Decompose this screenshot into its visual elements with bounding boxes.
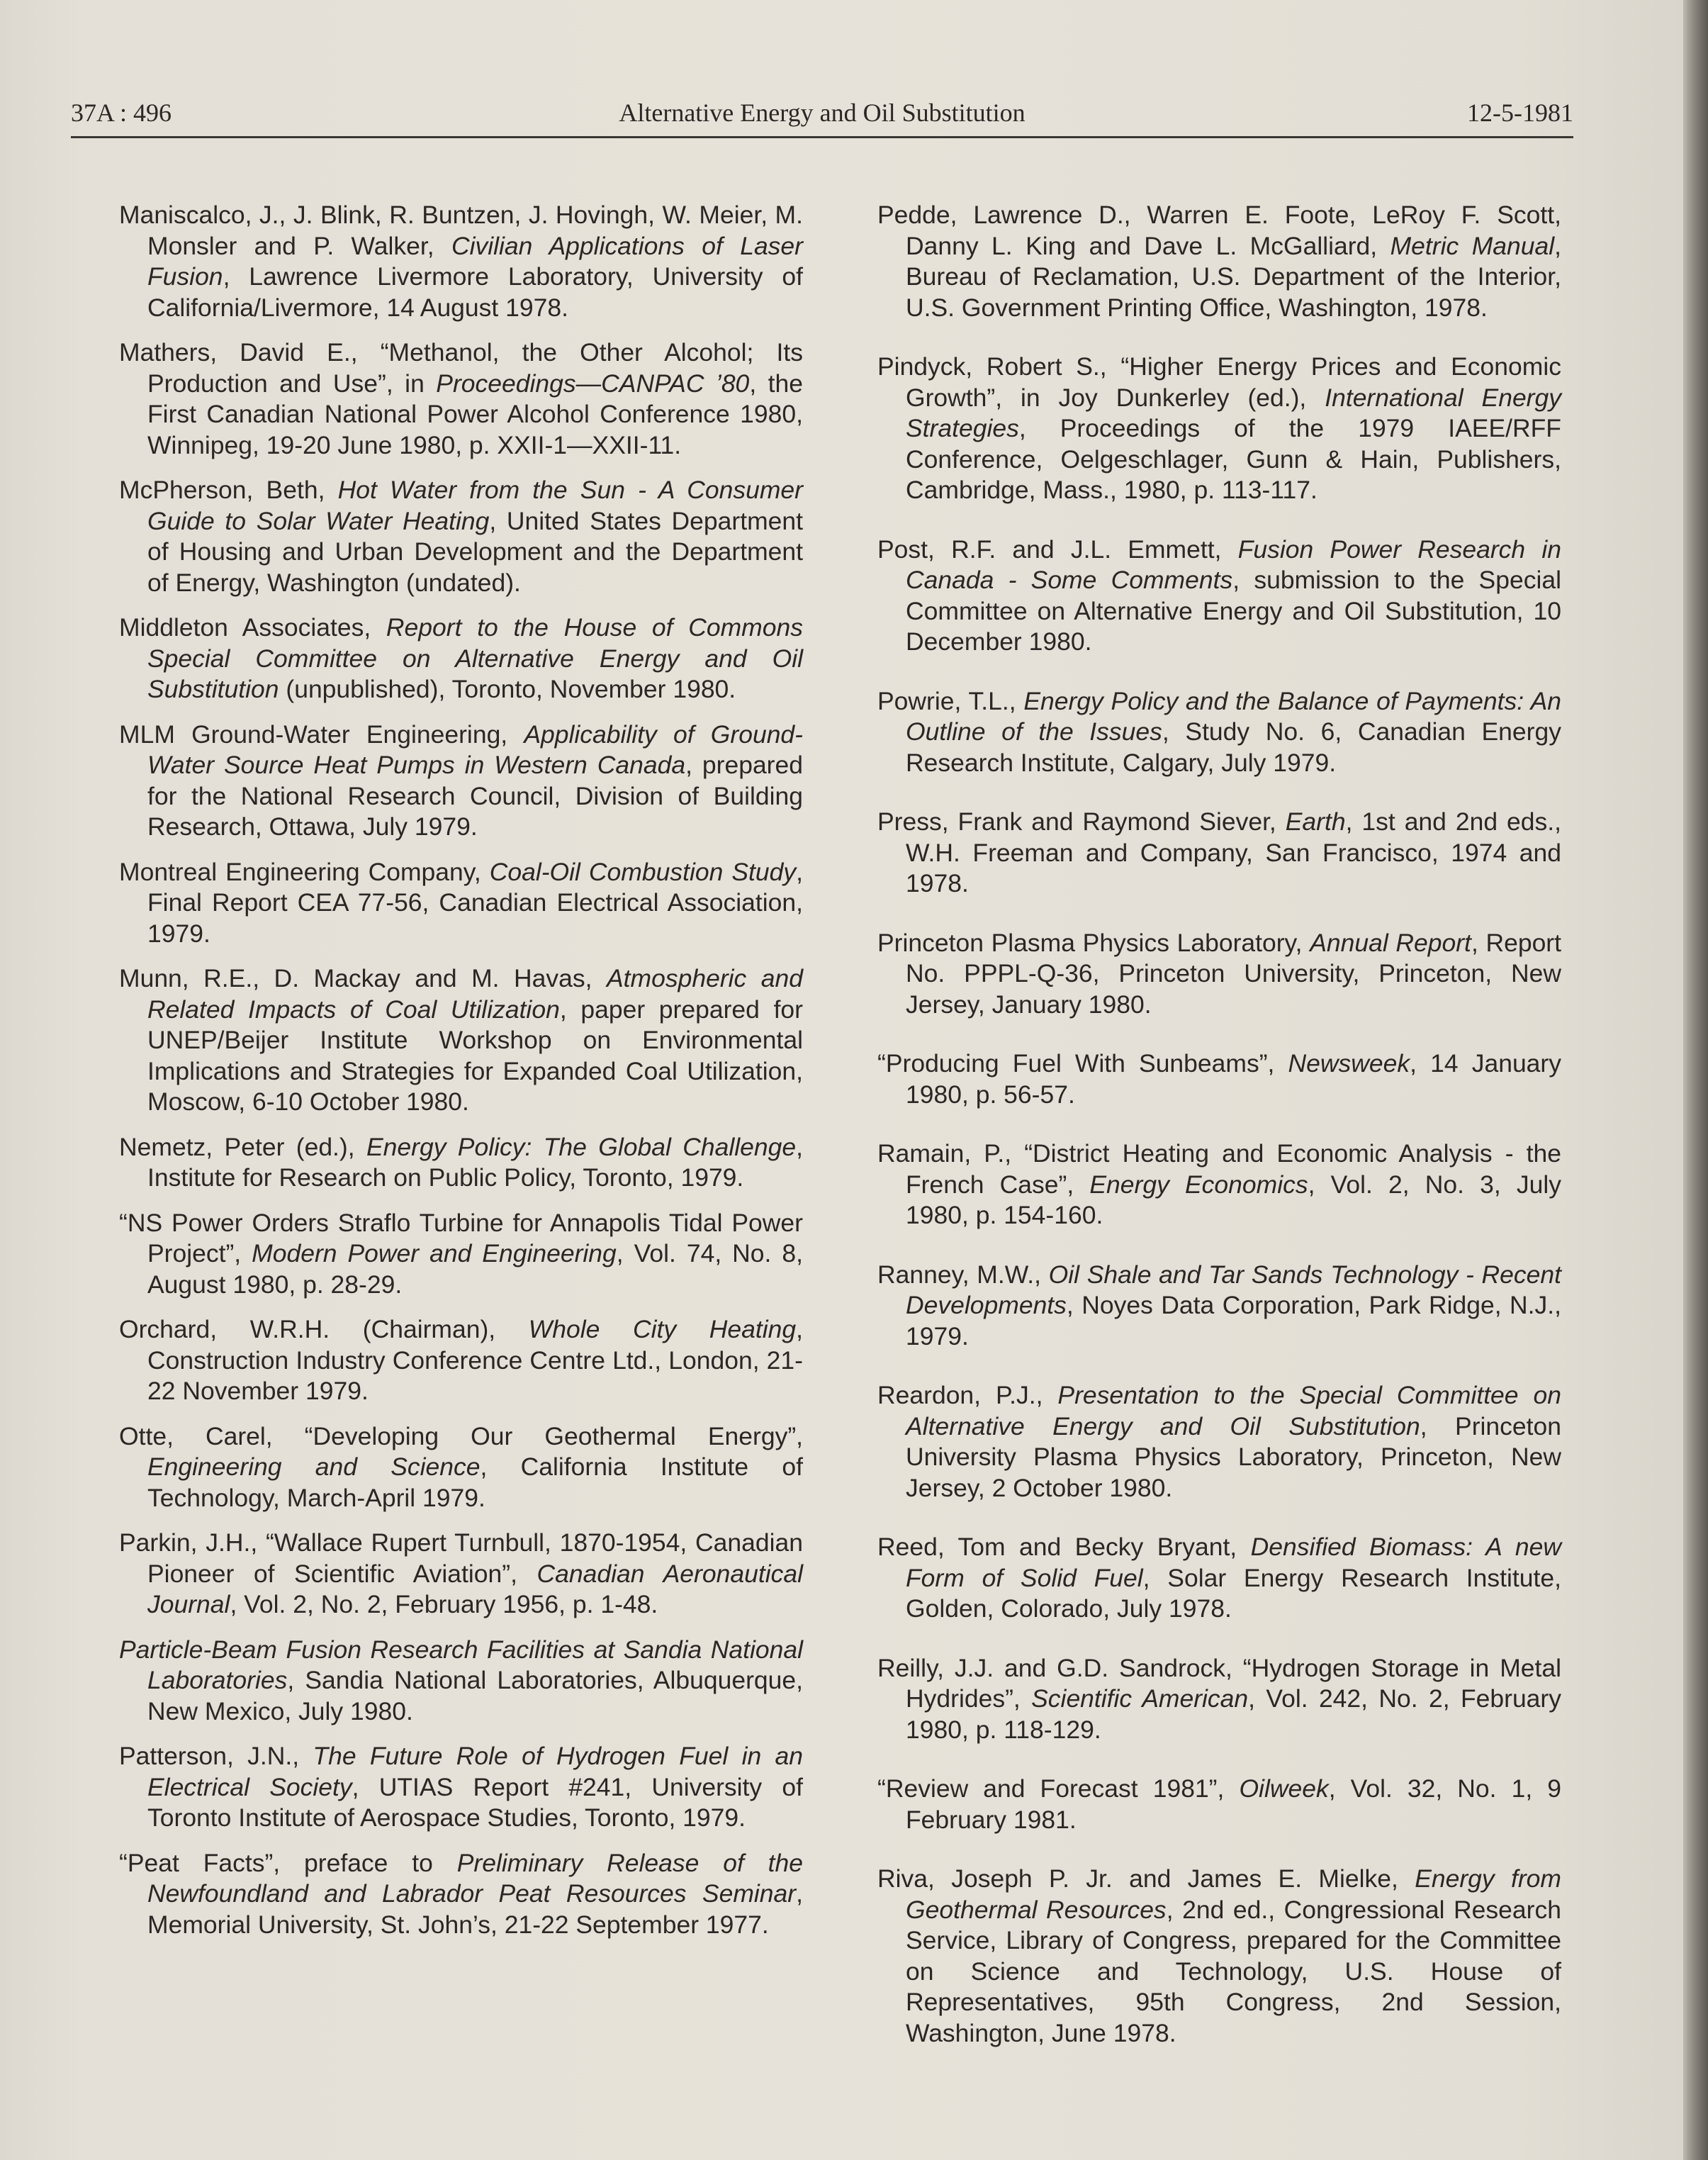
reference-entry bbox=[119, 337, 803, 461]
reference-text: Patterson, J.N., bbox=[119, 1742, 313, 1770]
reference-title: Proceedings—CANPAC ’80 bbox=[436, 369, 750, 398]
reference-details: , 2nd ed., Congressional Research Service, Library of Congress, prepared for the Committee on Science and Technology, U.S. House of Representatives, 95th Congress, 2nd Session, Washington, June 1978. bbox=[906, 1895, 1561, 2047]
left-column bbox=[119, 200, 803, 1954]
reference-details: , Bureau of Reclamation, U.S. Department of the Interior, U.S. Government Printing Office, Washington, 1978. bbox=[906, 231, 1561, 322]
reference-text: Middleton Associates, bbox=[119, 613, 386, 642]
reference-title: Scientific American bbox=[1031, 1684, 1249, 1713]
running-title: Alternative Energy and Oil Substitution bbox=[619, 99, 1026, 127]
reference-text: “Review and Forecast 1981”, bbox=[877, 1774, 1240, 1803]
reference-text: “Peat Facts”, preface to bbox=[119, 1848, 457, 1877]
reference-title: Densified Biomass: A new Form of Solid Fuel bbox=[906, 1533, 1561, 1592]
reference-text: Montreal Engineering Company, bbox=[119, 857, 490, 886]
reference-entry bbox=[877, 1864, 1561, 2049]
reference-details: , prepared for the National Research Council, Division of Building Research, Ottawa, July 1979. bbox=[147, 751, 803, 841]
reference-title: Fusion Power Research in Canada - Some Comments bbox=[906, 535, 1561, 594]
reference-title: Civilian Applications of Laser Fusion bbox=[147, 231, 803, 291]
page-edge bbox=[1683, 0, 1708, 2160]
reference-text: Post, R.F. and J.L. Emmett, bbox=[877, 535, 1238, 564]
reference-text: Reed, Tom and Becky Bryant, bbox=[877, 1533, 1251, 1561]
reference-details: , Study No. 6, Canadian Energy Research Institute, Calgary, July 1979. bbox=[906, 717, 1561, 777]
reference-details: , United States Department of Housing and Urban Development and the Department of Energy, Washington (undated). bbox=[147, 506, 804, 597]
reference-entry bbox=[877, 535, 1561, 658]
reference-title: International Energy Strategies bbox=[906, 383, 1561, 442]
reference-text: Munn, R.E., D. Mackay and M. Havas, bbox=[119, 964, 607, 992]
reference-details: , Final Report CEA 77-56, Canadian Electrical Association, 1979. bbox=[147, 857, 803, 948]
reference-entry bbox=[877, 352, 1561, 506]
reference-details: , Report No. PPPL-Q-36, Princeton University, Princeton, New Jersey, January 1980. bbox=[906, 928, 1561, 1019]
reference-title: The Future Role of Hydrogen Fuel in an Electrical Society bbox=[147, 1742, 803, 1801]
reference-details: , paper prepared for UNEP/Beijer Institute Workshop on Environmental Implications and Strategies for Expanded Coal Utilization, Moscow, 6-10 October 1980. bbox=[147, 995, 803, 1116]
reference-details: , Vol. 2, No. 2, February 1956, p. 1-48. bbox=[230, 1590, 658, 1618]
reference-text: Princeton Plasma Physics Laboratory, bbox=[877, 928, 1310, 957]
reference-details: , Vol. 74, No. 8, August 1980, p. 28-29. bbox=[147, 1239, 803, 1299]
reference-entry bbox=[119, 1528, 803, 1621]
reference-entry bbox=[119, 857, 803, 950]
reference-text: Maniscalco, J., J. Blink, R. Buntzen, J. Hovingh, W. Meier, M. Monsler and P. Walker, bbox=[119, 201, 803, 260]
reference-entry bbox=[877, 807, 1561, 900]
reference-entry bbox=[877, 200, 1561, 323]
reference-details: , Vol. 32, No. 1, 9 February 1981. bbox=[906, 1774, 1561, 1834]
reference-title: Particle-Beam Fusion Research Facilities at Sandia National Laboratories bbox=[119, 1635, 803, 1694]
reference-entry bbox=[877, 1048, 1561, 1110]
reference-text: Ranney, M.W., bbox=[877, 1260, 1049, 1289]
reference-details: , Lawrence Livermore Laboratory, University of California/Livermore, 14 August 1978. bbox=[147, 262, 803, 322]
reference-text: Riva, Joseph P. Jr. and James E. Mielke, bbox=[877, 1864, 1415, 1893]
reference-entry bbox=[877, 928, 1561, 1021]
reference-text: Nemetz, Peter (ed.), bbox=[119, 1132, 366, 1161]
reference-title: Canadian Aeronautical Journal bbox=[147, 1559, 803, 1618]
reference-entry bbox=[877, 1532, 1561, 1625]
reference-details: , UTIAS Report #241, University of Toronto Institute of Aerospace Studies, Toronto, 1979. bbox=[147, 1772, 803, 1832]
reference-entry bbox=[877, 1774, 1561, 1835]
reference-title: Applicability of Ground-Water Source Heat Pumps in Western Canada bbox=[147, 720, 803, 779]
reference-entry bbox=[877, 1260, 1561, 1353]
reference-details: , Vol. 242, No. 2, February 1980, p. 118-129. bbox=[906, 1684, 1561, 1744]
reference-title: Engineering and Science bbox=[147, 1453, 481, 1481]
reference-title: Atmospheric and Related Impacts of Coal Utilization bbox=[147, 964, 804, 1024]
reference-entry bbox=[119, 1421, 803, 1514]
reference-details: , Noyes Data Corporation, Park Ridge, N.J., 1979. bbox=[906, 1291, 1561, 1350]
reference-text: Orchard, W.R.H. (Chairman), bbox=[119, 1315, 529, 1343]
reference-title: Energy Economics bbox=[1089, 1170, 1308, 1199]
reference-text: Mathers, David E., “Methanol, the Other Alcohol; Its Production and Use”, in bbox=[119, 338, 803, 398]
reference-details: , Vol. 2, No. 3, July 1980, p. 154-160. bbox=[906, 1170, 1561, 1229]
reference-details: , 14 January 1980, p. 56-57. bbox=[906, 1049, 1562, 1109]
reference-details: , Princeton University Plasma Physics Laboratory, Princeton, New Jersey, 2 October 1980. bbox=[906, 1411, 1561, 1502]
reference-details: , Sandia National Laboratories, Albuquerque, New Mexico, July 1980. bbox=[147, 1666, 803, 1725]
reference-entry bbox=[877, 1653, 1561, 1746]
reference-entry bbox=[119, 200, 803, 323]
reference-details: , Proceedings of the 1979 IAEE/RFF Conference, Oelgeschlager, Gunn & Hain, Publishers, Cambridge, Mass., 1980, p. 113-117. bbox=[906, 414, 1561, 504]
reference-details: , Construction Industry Conference Centre Ltd., London, 21-22 November 1979. bbox=[147, 1315, 803, 1405]
reference-entry bbox=[119, 612, 803, 705]
right-column bbox=[877, 200, 1561, 2077]
page-number: 37A : 496 bbox=[71, 99, 172, 127]
reference-details: (unpublished), Toronto, November 1980. bbox=[279, 675, 736, 703]
reference-entry bbox=[877, 1380, 1561, 1504]
reference-text: “Producing Fuel With Sunbeams”, bbox=[877, 1049, 1288, 1078]
reference-details: , Solar Energy Research Institute, Golden, Colorado, July 1978. bbox=[906, 1563, 1561, 1623]
reference-details: , 1st and 2nd eds., W.H. Freeman and Company, San Francisco, 1974 and 1978. bbox=[906, 807, 1561, 897]
reference-details: , submission to the Special Committee on Alternative Energy and Oil Substitution, 10 December 1980. bbox=[906, 566, 1561, 656]
reference-entry bbox=[119, 720, 803, 843]
header-date: 12-5-1981 bbox=[1467, 99, 1573, 127]
reference-title: Metric Manual bbox=[1390, 231, 1555, 260]
reference-entry bbox=[119, 963, 803, 1118]
reference-text: Powrie, T.L., bbox=[877, 686, 1024, 715]
reference-details: , Memorial University, St. John’s, 21-22 September 1977. bbox=[147, 1879, 803, 1939]
reference-title: Energy Policy: The Global Challenge bbox=[366, 1132, 797, 1161]
reference-title: Whole City Heating bbox=[528, 1315, 797, 1343]
reference-title: Oilweek bbox=[1239, 1774, 1329, 1803]
reference-title: Hot Water from the Sun - A Consumer Guide to Solar Water Heating bbox=[147, 476, 803, 535]
header-rule bbox=[71, 136, 1573, 138]
reference-title: Report to the House of Commons Special Committee on Alternative Energy and Oil Substitution bbox=[147, 613, 803, 703]
reference-details: , the First Canadian National Power Alcohol Conference 1980, Winnipeg, 19-20 June 1980, p. XXII-1—XXII-11. bbox=[147, 369, 803, 459]
reference-details: , Institute for Research on Public Policy, Toronto, 1979. bbox=[147, 1132, 803, 1192]
reference-text: Press, Frank and Raymond Siever, bbox=[877, 807, 1286, 836]
reference-entry bbox=[119, 1635, 803, 1728]
reference-title: Energy Policy and the Balance of Payments: An Outline of the Issues bbox=[906, 686, 1561, 746]
reference-entry bbox=[877, 686, 1561, 779]
reference-text: Pedde, Lawrence D., Warren E. Foote, LeRoy F. Scott, Danny L. King and Dave L. McGalliard, bbox=[877, 201, 1561, 260]
reference-text: Ramain, P., “District Heating and Economic Analysis - the French Case”, bbox=[877, 1139, 1561, 1199]
reference-text: Parkin, J.H., “Wallace Rupert Turnbull, 1870-1954, Canadian Pioneer of Scientific Aviation”, bbox=[119, 1528, 803, 1588]
reference-text: “NS Power Orders Straflo Turbine for Annapolis Tidal Power Project”, bbox=[119, 1208, 803, 1268]
reference-text: Reardon, P.J., bbox=[877, 1381, 1058, 1409]
reference-entry bbox=[119, 1314, 803, 1407]
reference-entry bbox=[119, 1848, 803, 1941]
reference-text: Pindyck, Robert S., “Higher Energy Prices and Economic Growth”, in Joy Dunkerley (ed.), bbox=[877, 352, 1561, 412]
reference-entry bbox=[119, 475, 803, 598]
reference-title: Preliminary Release of the Newfoundland and Labrador Peat Resources Seminar bbox=[147, 1848, 804, 1908]
reference-title: Energy from Geothermal Resources bbox=[906, 1864, 1561, 1924]
reference-text: Otte, Carel, “Developing Our Geothermal Energy”, bbox=[119, 1421, 803, 1450]
reference-text: MLM Ground-Water Engineering, bbox=[119, 720, 524, 749]
reference-entry bbox=[119, 1132, 803, 1194]
reference-title: Annual Report bbox=[1310, 928, 1471, 957]
reference-title: Presentation to the Special Committee on Alternative Energy and Oil Substitution bbox=[906, 1381, 1561, 1440]
reference-title: Coal-Oil Combustion Study bbox=[489, 857, 797, 886]
reference-title: Newsweek bbox=[1288, 1049, 1410, 1078]
reference-text: Reilly, J.J. and G.D. Sandrock, “Hydrogen Storage in Metal Hydrides”, bbox=[877, 1653, 1561, 1713]
reference-title: Oil Shale and Tar Sands Technology - Recent Developments bbox=[906, 1260, 1561, 1319]
reference-entry bbox=[119, 1741, 803, 1834]
reference-text: McPherson, Beth, bbox=[119, 476, 338, 504]
reference-title: Modern Power and Engineering bbox=[252, 1239, 617, 1268]
reference-entry bbox=[119, 1208, 803, 1301]
reference-details: , California Institute of Technology, March-April 1979. bbox=[147, 1453, 803, 1512]
reference-title: Earth bbox=[1285, 807, 1346, 836]
running-header bbox=[71, 98, 1573, 138]
reference-entry bbox=[877, 1138, 1561, 1231]
